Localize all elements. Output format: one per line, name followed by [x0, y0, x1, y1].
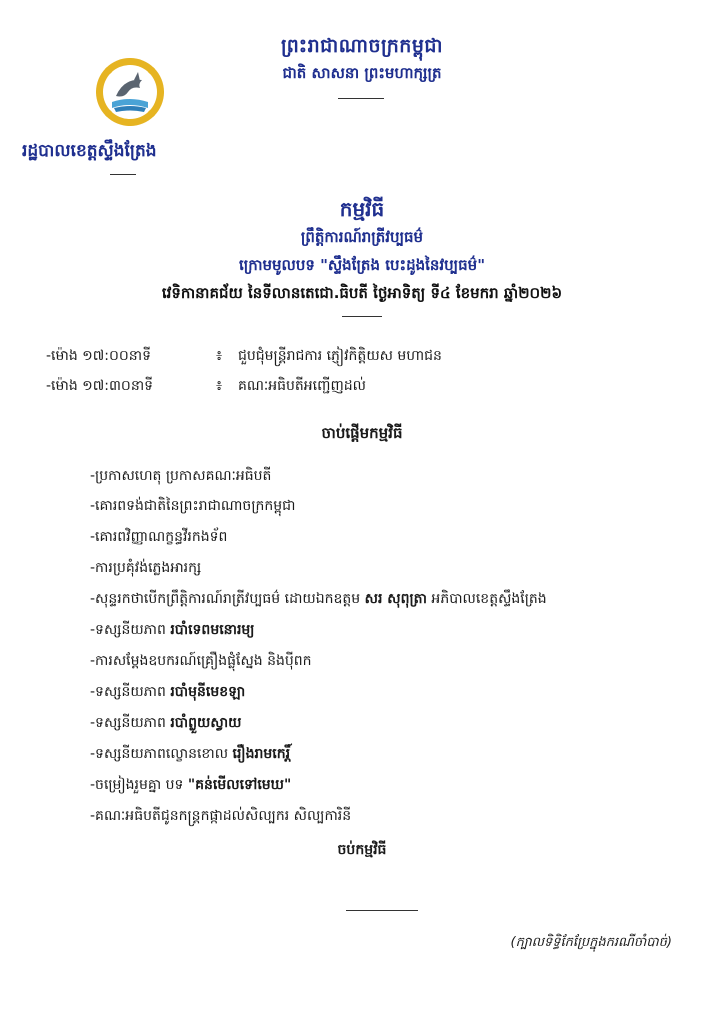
item-text: -ការប្រគុំវង់ភ្លេងអារក្ស: [90, 560, 202, 576]
kingdom-title: ព្រះរាជាណាចក្រកម្ពុជា: [281, 35, 443, 57]
schedule-time: -ម៉ោង ១៧:០០នាទី: [46, 348, 151, 364]
schedule-row: [46, 346, 442, 367]
schedule-row: [46, 376, 366, 397]
item-highlight: របាំព្លួយស្វាយ: [170, 715, 242, 731]
program-item: [90, 682, 700, 703]
item-text: -ការសម្ដែងឧបករណ៍គ្រឿងផ្លុំស្នែង និងប៉ីពក: [90, 653, 312, 669]
administration-name: រដ្ឋបាលខេត្តស្ទឹងត្រែង: [22, 141, 157, 161]
program-item: [90, 713, 700, 734]
ornament-divider: [346, 910, 418, 911]
item-text: -គណៈអធិបតីជូនកន្ត្រកផ្កាដល់សិល្បករ សិល្បការិនី: [90, 808, 352, 824]
ornament-divider: [110, 174, 136, 175]
item-text-suffix: អភិបាលខេត្តស្ទឹងត្រែង: [426, 591, 547, 607]
program-item: [90, 775, 700, 796]
ornament-divider: [342, 316, 382, 317]
item-text: -ប្រកាសហេតុ ប្រកាសគណៈអធិបតី: [90, 468, 272, 484]
item-highlight: របាំមុនីមេខឡា: [170, 684, 246, 700]
item-highlight: "គន់មើលទៅមេឃ": [187, 777, 292, 793]
provincial-logo-icon: [94, 56, 166, 128]
schedule-description: ជួបជុំមន្ត្រីរាជការ ភ្ញៀវកិត្តិយស មហាជន: [238, 348, 442, 364]
program-item: [90, 558, 700, 579]
item-highlight: សរ សុពុត្រា: [364, 591, 427, 607]
program-item: [90, 806, 700, 827]
program-item: [90, 744, 700, 765]
ornament-divider: [338, 98, 384, 99]
item-highlight: រឿងរាមកេរ្តិ៍: [232, 746, 291, 762]
program-item: [90, 589, 700, 610]
schedule-separator: ៖: [216, 378, 223, 394]
program-item: [90, 496, 700, 517]
schedule-description: គណៈអធិបតីអញ្ជើញដល់: [238, 378, 367, 394]
item-text: -គោរពវិញ្ញាណក្ខន្ធវីរកងទ័ព: [90, 529, 228, 545]
item-text: -ចម្រៀងរួមគ្នា បទ: [90, 777, 188, 793]
event-venue-date: វេទិកានាគជ័យ នៃទីលានតេជោ.ធិបតី ថ្ងៃអាទិត្យ ទី៤ ខែមករា ឆ្នាំ២០២៦: [161, 284, 563, 302]
schedule-time: -ម៉ោង ១៧:៣០នាទី: [46, 378, 154, 394]
schedule-separator: ៖: [216, 348, 223, 364]
program-end: ចប់កម្មវិធី: [337, 842, 387, 858]
item-text: -គោរពទង់ជាតិនៃព្រះរាជាណាចក្រកម្ពុជា: [90, 498, 296, 514]
program-item: [90, 466, 700, 487]
item-text: -ទស្សនីយភាពល្ខោនខោល: [90, 746, 233, 762]
program-item: [90, 527, 700, 548]
item-text: -ទស្សនីយភាព: [90, 622, 171, 638]
event-name: ព្រឹត្តិការណ៍រាត្រីវប្បធម៌: [300, 228, 424, 246]
start-heading: ចាប់ផ្ដើមកម្មវិធី: [321, 424, 403, 442]
program-title: កម្មវិធី: [339, 197, 385, 221]
item-text: -សុន្ទរកថាបើកព្រឹត្តិការណ៍រាត្រីវប្បធម៌ ដោយឯកឧត្តម: [90, 591, 365, 607]
item-text: -ទស្សនីយភាព: [90, 684, 171, 700]
program-item: [90, 620, 700, 641]
program-item: [90, 651, 700, 672]
national-motto: ជាតិ សាសនា ព្រះមហាក្សត្រ: [282, 64, 442, 82]
item-text: -ទស្សនីយភាព: [90, 715, 171, 731]
footnote: (ក្បាលទិទ្ធិកែប្រែក្នុងករណីចាំបាច់): [510, 935, 672, 950]
item-highlight: របាំទេពមនោរម្យ: [170, 622, 255, 638]
event-theme: ក្រោមមូលបទ "ស្ទឹងត្រែង បេះដូងនៃវប្បធម៌": [238, 256, 486, 274]
